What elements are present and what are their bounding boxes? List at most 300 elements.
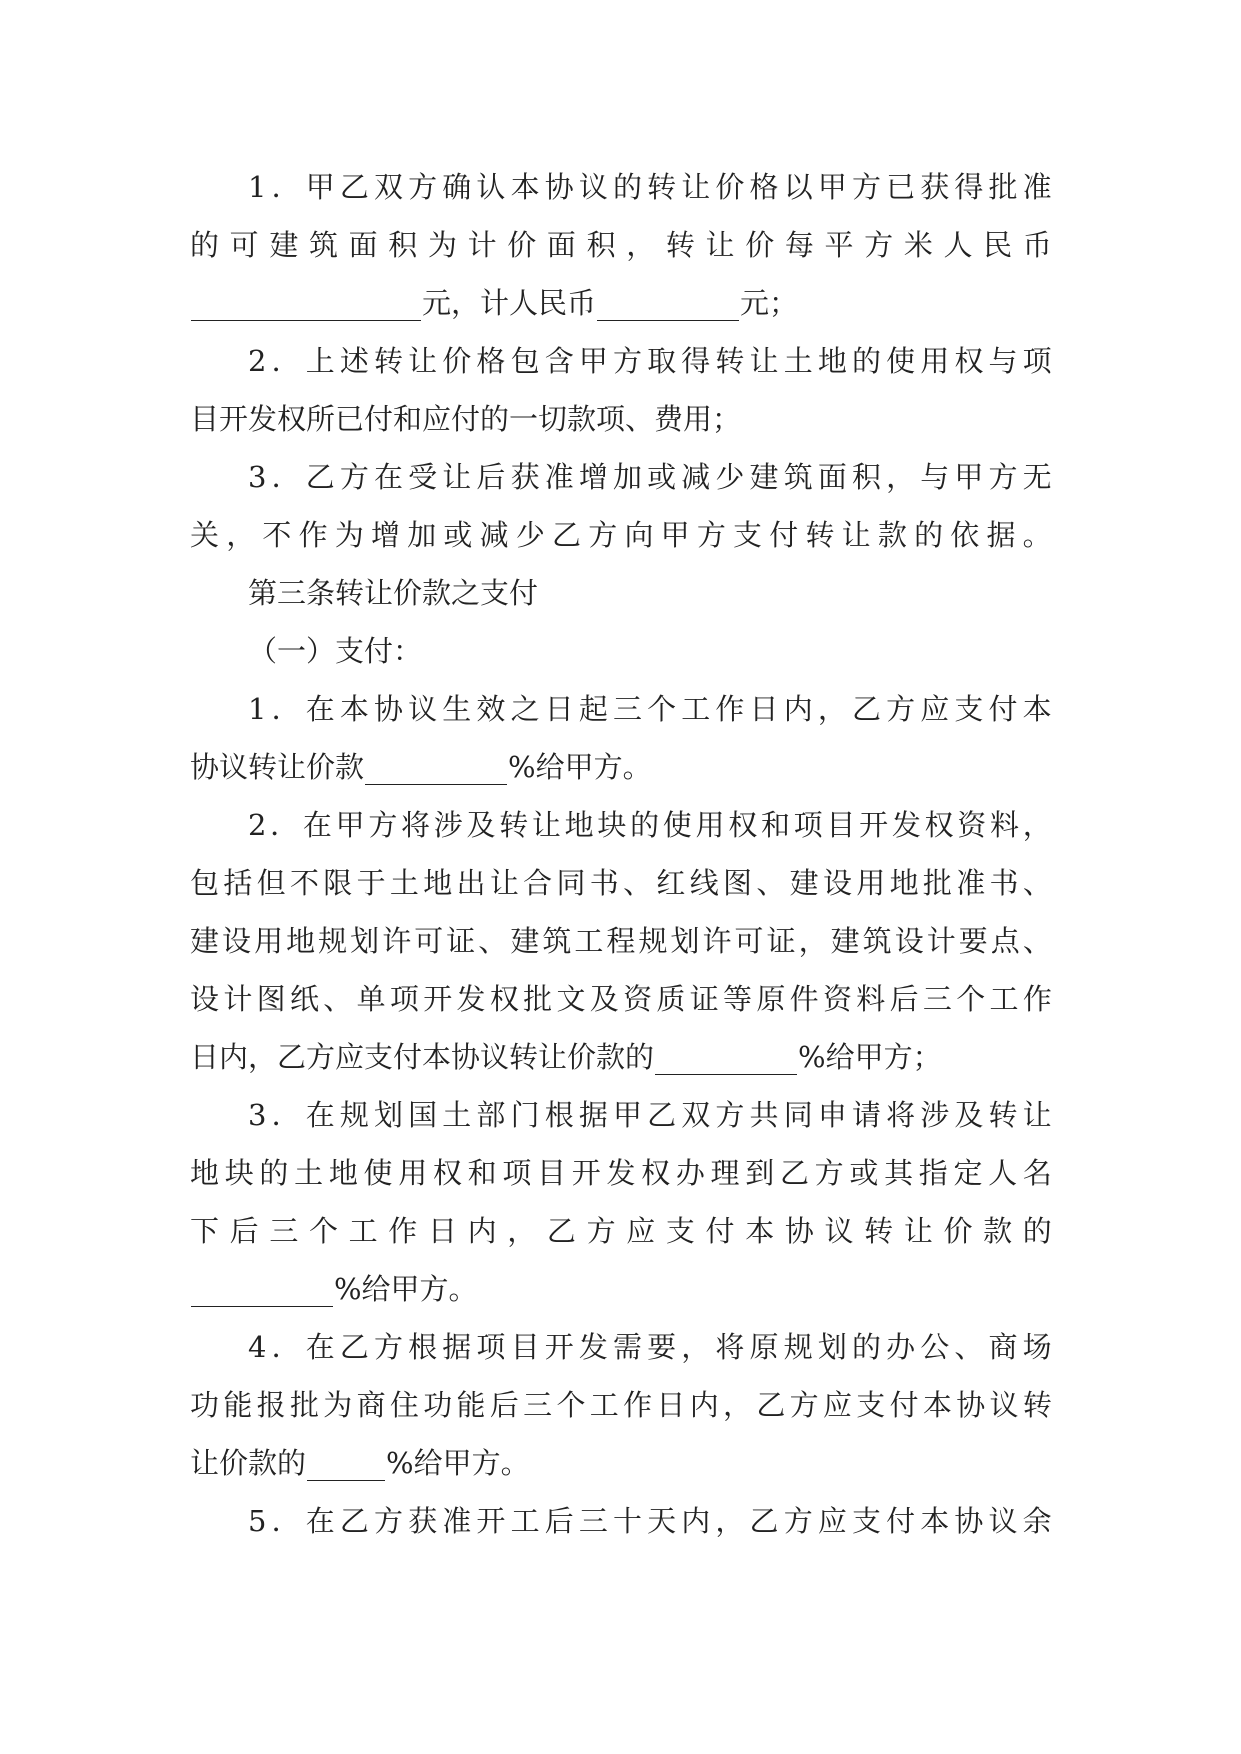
character: 币	[1022, 228, 1052, 262]
character: 、	[323, 982, 353, 1016]
character: 转	[805, 518, 835, 552]
subsection-heading	[190, 622, 1052, 680]
character: 发	[891, 808, 921, 842]
character: 发	[456, 982, 486, 1016]
character: 据	[986, 518, 1016, 552]
character: 书	[989, 866, 1019, 900]
character: 规	[339, 1098, 369, 1132]
character: 内	[689, 1388, 719, 1422]
character: 用	[856, 866, 886, 900]
character: 后	[476, 460, 506, 494]
character: ，	[626, 228, 656, 262]
character: 甲	[660, 518, 690, 552]
character: 方	[696, 518, 726, 552]
character: 下	[190, 1214, 220, 1248]
character: 项	[389, 982, 419, 1016]
character: 取	[647, 344, 677, 378]
character: 部	[476, 1098, 506, 1132]
character: 应	[920, 692, 950, 726]
character: 让	[903, 1214, 933, 1248]
justified-line	[190, 158, 1052, 216]
character: 方	[374, 1504, 404, 1538]
character: 协	[784, 1214, 814, 1248]
character: 筑	[783, 460, 813, 494]
character: 用	[920, 344, 950, 378]
character: 3	[248, 1098, 267, 1132]
character: 线	[689, 866, 719, 900]
character: 在	[305, 1504, 335, 1538]
character: 书	[589, 866, 619, 900]
character: 方	[783, 1504, 813, 1538]
character: 工	[589, 1388, 619, 1422]
character: 款	[983, 1214, 1013, 1248]
character: 地	[423, 866, 453, 900]
character: 价	[507, 228, 537, 262]
character: 土	[294, 1156, 324, 1190]
character: 方	[864, 228, 894, 262]
character: 批	[289, 1388, 319, 1422]
character: 权	[641, 1156, 671, 1190]
character: 块	[224, 1156, 254, 1190]
character: ．	[271, 1098, 301, 1132]
character: 建	[830, 924, 860, 958]
character: 十	[612, 1504, 642, 1538]
character: 之	[510, 692, 540, 726]
character: 本	[922, 1388, 952, 1422]
character: 减	[681, 460, 711, 494]
character: 付	[889, 1388, 919, 1422]
character: 项	[1022, 344, 1052, 378]
character: 国	[408, 1098, 438, 1132]
character: 协	[954, 1504, 984, 1538]
character: 支	[856, 1388, 886, 1422]
character: 要	[958, 924, 988, 958]
character: 让	[841, 518, 871, 552]
character: 资	[957, 808, 987, 842]
character: 开	[476, 1504, 506, 1538]
character: 指	[918, 1156, 948, 1190]
character: 述	[339, 344, 369, 378]
character: 乙	[749, 1504, 779, 1538]
character: 权	[924, 808, 954, 842]
character: 批	[922, 866, 952, 900]
character: 工	[348, 1214, 378, 1248]
justified-line	[190, 970, 1052, 1028]
character: ．	[271, 344, 301, 378]
character: 目	[510, 1330, 540, 1364]
character: 的	[630, 808, 660, 842]
character: 付	[988, 692, 1018, 726]
character: 地	[328, 1156, 358, 1190]
text-segment: 元，计人民币	[422, 286, 597, 320]
character: 设	[822, 866, 852, 900]
character: 让	[1022, 1098, 1052, 1132]
character: 使	[662, 808, 692, 842]
character: 包	[510, 344, 540, 378]
character: 根	[408, 1330, 438, 1364]
character: 不	[262, 518, 292, 552]
character: 面	[817, 460, 847, 494]
character: 建	[269, 228, 299, 262]
character: 使	[363, 1156, 393, 1190]
character: 让	[749, 344, 779, 378]
character: 本	[1022, 692, 1052, 726]
character: 或	[443, 518, 473, 552]
character: 价	[943, 1214, 973, 1248]
character: 划	[350, 924, 380, 958]
character: 面	[348, 228, 378, 262]
character: 日	[544, 692, 574, 726]
justified-line	[190, 1318, 1052, 1376]
character: 筑	[308, 228, 338, 262]
character: 功	[190, 1388, 220, 1422]
justified-line	[190, 1202, 1052, 1260]
character: 共	[749, 1098, 779, 1132]
character: ，	[886, 460, 916, 494]
character: 让	[442, 460, 472, 494]
character: 方	[374, 1330, 404, 1364]
character: 规	[638, 924, 668, 958]
character: ，	[817, 692, 847, 726]
character: 转	[647, 170, 677, 204]
character: 或	[849, 1156, 879, 1190]
character: 获	[510, 460, 540, 494]
text-segment: 元；	[740, 286, 799, 320]
character: 土	[442, 1098, 472, 1132]
character: 开	[544, 1330, 574, 1364]
character: 目	[537, 1156, 567, 1190]
character: 3	[248, 460, 267, 494]
character: 甲	[954, 460, 984, 494]
character: 工	[574, 924, 604, 958]
character: 、	[954, 1330, 984, 1364]
character: 限	[323, 866, 353, 900]
character: 同	[783, 1098, 813, 1132]
character: 乙	[779, 1156, 809, 1190]
character: 权	[728, 808, 758, 842]
character: 建	[190, 924, 220, 958]
justified-line	[190, 680, 1052, 738]
character: 合	[523, 866, 553, 900]
character: 转	[864, 1214, 894, 1248]
character: 准	[1022, 170, 1052, 204]
text-segment: 协议转让价款	[190, 750, 365, 784]
text-line	[190, 274, 1052, 332]
character: 积	[586, 228, 616, 262]
character: 方	[339, 460, 369, 494]
heading-text: （一）支付：	[248, 634, 423, 668]
character: 转	[715, 344, 745, 378]
character: 等	[723, 982, 753, 1016]
character: 在	[305, 1098, 335, 1132]
character: 建	[789, 866, 819, 900]
character: 格	[476, 344, 506, 378]
character: 方	[715, 1098, 745, 1132]
fill-in-blank	[191, 286, 421, 321]
character: 但	[256, 866, 286, 900]
character: 设	[190, 982, 220, 1016]
character: 应	[817, 1504, 847, 1538]
character: 权	[954, 344, 984, 378]
character: 起	[578, 692, 608, 726]
character: 作	[623, 1388, 653, 1422]
character: 个	[308, 1214, 338, 1248]
character: 款	[877, 518, 907, 552]
character: 增	[578, 460, 608, 494]
text-segment: 目开发权所已付和应付的一切款项、费用；	[190, 402, 742, 436]
character: 纸	[289, 982, 319, 1016]
character: 原	[749, 1330, 779, 1364]
justified-line	[190, 796, 1052, 854]
character: 许	[382, 924, 412, 958]
character: 得	[681, 344, 711, 378]
character: 为	[334, 518, 364, 552]
character: 的	[851, 344, 881, 378]
character: 规	[318, 924, 348, 958]
character: 工	[681, 692, 711, 726]
character: 双	[374, 170, 404, 204]
character: 三	[922, 982, 952, 1016]
character: 转	[1022, 1388, 1052, 1422]
character: 发	[578, 1330, 608, 1364]
character: 天	[647, 1504, 677, 1538]
character: 建	[749, 460, 779, 494]
character: 计	[223, 982, 253, 1016]
character: 人	[988, 1156, 1018, 1190]
character: 支	[733, 518, 763, 552]
character: 生	[442, 692, 472, 726]
character: 证	[446, 924, 476, 958]
character: 地	[889, 866, 919, 900]
fill-in-blank	[365, 750, 507, 785]
character: 办	[675, 1156, 705, 1190]
character: 人	[943, 228, 973, 262]
character: 商	[988, 1330, 1018, 1364]
character: 单	[356, 982, 386, 1016]
character: 在	[305, 1330, 335, 1364]
character: 证	[689, 982, 719, 1016]
character: 的	[612, 170, 642, 204]
character: 点	[990, 924, 1020, 958]
character: 文	[556, 982, 586, 1016]
character: 块	[597, 808, 627, 842]
character: 乙	[339, 1330, 369, 1364]
character: 、	[1022, 866, 1052, 900]
character: 地	[564, 808, 594, 842]
character: 据	[442, 1330, 472, 1364]
text-segment: %给甲方。	[334, 1272, 478, 1306]
character: 面	[546, 228, 576, 262]
justified-line	[190, 1086, 1052, 1144]
justified-line	[190, 912, 1052, 970]
character: 乙	[546, 1214, 576, 1248]
character: 准	[956, 866, 986, 900]
character: 1	[248, 692, 267, 726]
character: 作	[388, 1214, 418, 1248]
character: 用	[254, 924, 284, 958]
character: 使	[886, 344, 916, 378]
character: 的	[851, 1330, 881, 1364]
character: 商	[356, 1388, 386, 1422]
character: 、	[1022, 924, 1052, 958]
character: 协	[544, 170, 574, 204]
character: 方	[588, 518, 618, 552]
fill-in-blank	[597, 286, 739, 321]
section-heading	[190, 564, 1052, 622]
character: 乙	[647, 1098, 677, 1132]
character: 减	[479, 518, 509, 552]
character: ，	[681, 1330, 711, 1364]
character: 需	[612, 1330, 642, 1364]
character: 图	[723, 866, 753, 900]
character: 含	[544, 344, 574, 378]
character: 作	[715, 692, 745, 726]
character: 加	[612, 460, 642, 494]
character: ．	[271, 1504, 301, 1538]
character: 转	[499, 808, 529, 842]
heading-text: 第三条转让价款之支付	[248, 576, 539, 610]
text-line	[190, 390, 1052, 448]
text-segment: %给甲方。	[386, 1446, 530, 1480]
character: 发	[606, 1156, 636, 1190]
justified-line	[190, 448, 1052, 506]
character: 价	[715, 170, 745, 204]
character: 个	[956, 982, 986, 1016]
character: 名	[1022, 1156, 1052, 1190]
character: 料	[989, 808, 1019, 842]
character: ．	[271, 460, 301, 494]
character: 能	[223, 1388, 253, 1422]
character: 获	[920, 170, 950, 204]
character: 权	[489, 982, 519, 1016]
character: 内	[467, 1214, 497, 1248]
character: 余	[1022, 1504, 1052, 1538]
character: 方	[586, 1214, 616, 1248]
character: 让	[531, 808, 561, 842]
character: 批	[523, 982, 553, 1016]
fill-in-blank	[307, 1446, 385, 1481]
character: 个	[647, 692, 677, 726]
character: 作	[298, 518, 328, 552]
character: 、	[756, 866, 786, 900]
character: 开	[423, 982, 453, 1016]
character: 及	[954, 1098, 984, 1132]
character: 于	[356, 866, 386, 900]
character: 将	[715, 1330, 745, 1364]
character: 证	[766, 924, 796, 958]
character: 包	[190, 866, 220, 900]
character: 内	[681, 1504, 711, 1538]
character: ，	[1022, 808, 1052, 842]
character: 为	[323, 1388, 353, 1422]
character: 地	[817, 344, 847, 378]
character: 质	[656, 982, 686, 1016]
character: 红	[656, 866, 686, 900]
character: 不	[289, 866, 319, 900]
character: 1	[248, 170, 267, 204]
character: 将	[401, 808, 431, 842]
character: 格	[749, 170, 779, 204]
character: 计	[926, 924, 956, 958]
fill-in-blank	[655, 1040, 797, 1075]
character: 批	[988, 170, 1018, 204]
character: 将	[886, 1098, 916, 1132]
text-segment: %给甲方；	[798, 1040, 942, 1074]
character: 后	[544, 1504, 574, 1538]
character: 功	[423, 1388, 453, 1422]
character: 涉	[920, 1098, 950, 1132]
character: 乙	[552, 518, 582, 552]
character: 土	[389, 866, 419, 900]
character: 让	[408, 344, 438, 378]
character: 括	[223, 866, 253, 900]
justified-line	[190, 854, 1052, 912]
character: 支	[851, 1504, 881, 1538]
character: 住	[389, 1388, 419, 1422]
character: 权	[432, 1156, 462, 1190]
character: 转	[374, 344, 404, 378]
character: 价	[745, 228, 775, 262]
character: 工	[510, 1504, 540, 1538]
character: 用	[398, 1156, 428, 1190]
character: 议	[989, 1388, 1019, 1422]
character: ．	[271, 692, 301, 726]
character: 确	[442, 170, 472, 204]
character: 开	[571, 1156, 601, 1190]
character: 计	[467, 228, 497, 262]
character: 设	[222, 924, 252, 958]
character: 开	[859, 808, 889, 842]
character: 在	[374, 460, 404, 494]
character: 要	[647, 1330, 677, 1364]
character: 用	[695, 808, 725, 842]
character: 增	[371, 518, 401, 552]
character: 让	[489, 866, 519, 900]
character: 筑	[862, 924, 892, 958]
character: 让	[681, 170, 711, 204]
character: 向	[624, 518, 654, 552]
character: 准	[442, 1504, 472, 1538]
character: 方	[368, 808, 398, 842]
character: 项	[476, 1330, 506, 1364]
character: 同	[556, 866, 586, 900]
character: 后	[489, 1388, 519, 1422]
character: 与	[920, 460, 950, 494]
character: 可	[229, 228, 259, 262]
character: 的	[259, 1156, 289, 1190]
character: 和	[467, 1156, 497, 1190]
character: 门	[510, 1098, 540, 1132]
character: ，	[723, 1388, 753, 1422]
character: ．	[271, 1330, 301, 1364]
character: 转	[665, 228, 695, 262]
character: 甲	[817, 170, 847, 204]
character: 价	[442, 344, 472, 378]
character: 目	[826, 808, 856, 842]
character: 与	[988, 344, 1018, 378]
character: 乙	[339, 1504, 369, 1538]
character: 的	[1022, 1214, 1052, 1248]
character: 本	[339, 692, 369, 726]
character: 乙	[305, 460, 335, 494]
character: 地	[190, 1156, 220, 1190]
text-line	[190, 738, 1052, 796]
character: 得	[954, 170, 984, 204]
character: 方	[612, 344, 642, 378]
character: 甲	[612, 1098, 642, 1132]
character: 加	[407, 518, 437, 552]
character: 资	[822, 982, 852, 1016]
